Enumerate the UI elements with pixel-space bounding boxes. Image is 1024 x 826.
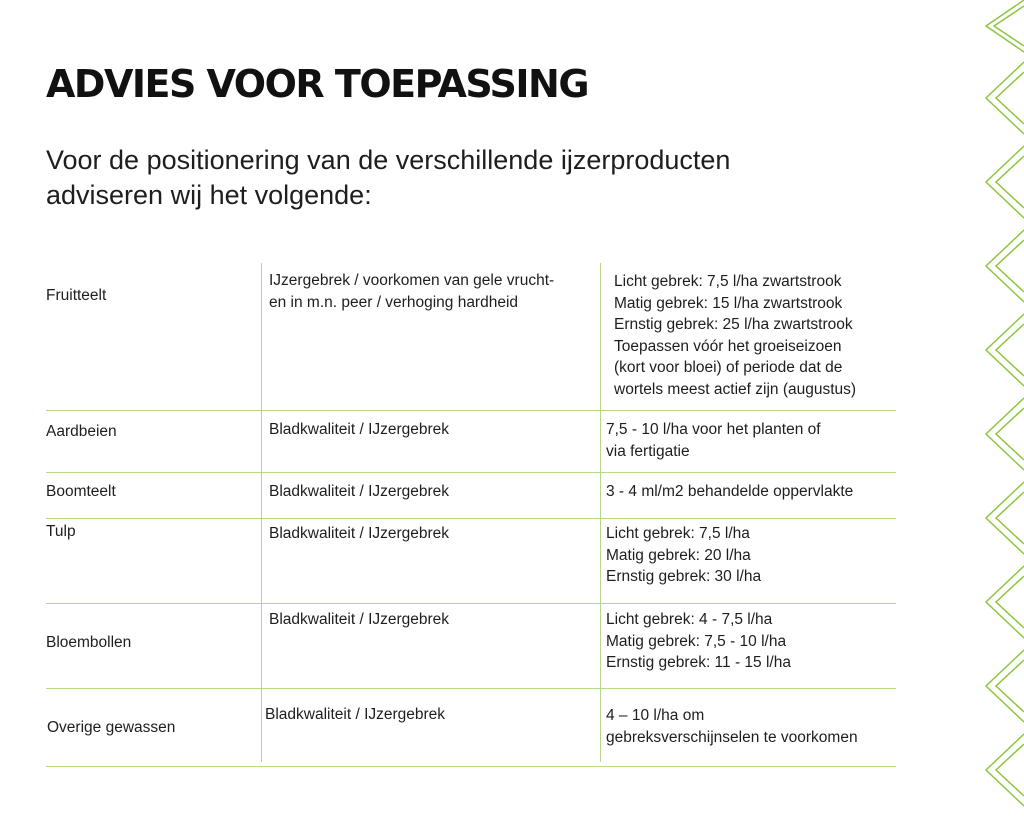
table-row — [46, 411, 896, 473]
purpose-cell: Bladkwaliteit / IJzergebrek — [269, 525, 450, 542]
dosage-cell: Licht gebrek: 7,5 l/ha zwartstrook Matig gebrek: 15 l/ha zwartstrook Ernstig gebrek: 25 l/ha zwartstrook Toepassen vóór het groeiseizoen (kort voor bloei) of periode dat de wortels meest actief zijn (augustus) — [614, 273, 857, 398]
purpose-cell: Bladkwaliteit / IJzergebrek — [269, 611, 450, 628]
dosage-cell: Licht gebrek: 7,5 l/ha Matig gebrek: 20 l/ha Ernstig gebrek: 30 l/ha — [606, 525, 762, 585]
purpose-cell: IJzergebrek / voorkomen van gele vrucht- en in m.n. peer / verhoging hardheid — [269, 272, 555, 311]
crop-cell: Bloembollen — [46, 634, 132, 651]
crop-cell: Tulp — [46, 523, 76, 540]
table-row — [46, 604, 896, 689]
chevron-pattern-decoration — [980, 0, 1024, 826]
table-row — [46, 473, 896, 519]
column-divider — [261, 263, 262, 762]
purpose-cell: Bladkwaliteit / IJzergebrek — [269, 421, 450, 438]
column-divider — [600, 263, 601, 762]
dosage-cell: Licht gebrek: 4 - 7,5 l/ha Matig gebrek: 7,5 - 10 l/ha Ernstig gebrek: 11 - 15 l/ha — [606, 611, 791, 671]
advice-table — [46, 263, 896, 767]
crop-cell: Fruitteelt — [46, 287, 107, 304]
table-row — [46, 689, 896, 767]
crop-cell: Aardbeien — [46, 423, 117, 440]
intro-text: Voor de positionering van de verschillende ijzerproducten adviseren wij het volgende: — [46, 145, 731, 210]
dosage-cell: 3 - 4 ml/m2 behandelde oppervlakte — [606, 483, 854, 500]
crop-cell: Boomteelt — [46, 483, 116, 500]
table-row — [46, 263, 896, 411]
table-row — [46, 519, 896, 604]
page-title: ADVIES VOOR TOEPASSING — [46, 62, 589, 106]
dosage-cell: 4 – 10 l/ha om gebreksverschijnselen te voorkomen — [606, 707, 858, 746]
purpose-cell: Bladkwaliteit / IJzergebrek — [269, 483, 450, 500]
crop-cell: Overige gewassen — [47, 719, 176, 736]
purpose-cell: Bladkwaliteit / IJzergebrek — [265, 706, 446, 723]
dosage-cell: 7,5 - 10 l/ha voor het planten of via fertigatie — [606, 421, 821, 460]
